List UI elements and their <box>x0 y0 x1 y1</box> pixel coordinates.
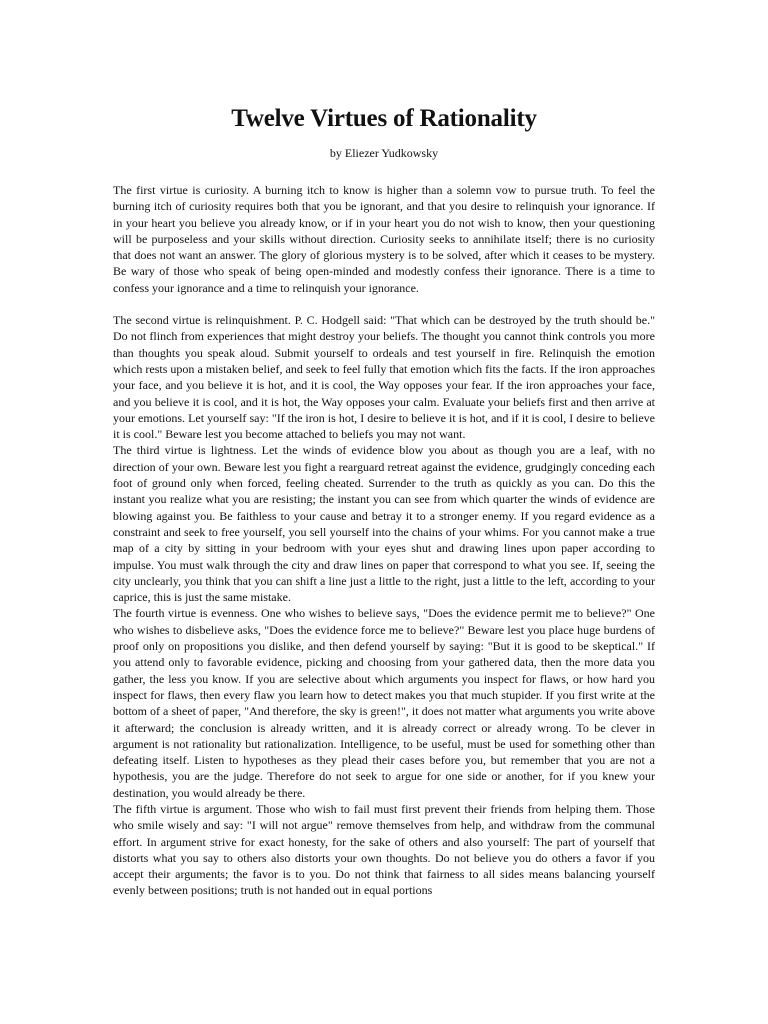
paragraph-curiosity: The first virtue is curiosity. A burning itch to know is higher than a solemn vow to pursue truth. To feel the burning itch of curiosity requires both that you be ignorant, and that you desire to relinquish your ignorance. If in your heart you believe you already know, or if in your heart you do not wish to know, then your questioning will be purposeless and your skills without direction. Curiosity seeks to annihilate itself; there is no curiosity that does not want an answer. The glory of glorious mystery is to be solved, after which it ceases to be mystery. Be wary of those who speak of being open-minded and modestly confess their ignorance. There is a time to confess your ignorance and a time to relinquish your ignorance. <box>113 183 655 295</box>
document-title: Twelve Virtues of Rationality <box>231 105 537 132</box>
paragraph-evenness: The fourth virtue is evenness. One who wishes to believe says, "Does the evidence permit me to believe?" One who wishes to disbelieve asks, "Does the evidence force me to believe?" Beware lest you place huge burdens of proof only on propositions you dislike, and then defend yourself by saying: "But it is good to be skeptical." If you attend only to favorable evidence, picking and choosing from your gathered data, then the more data you gather, the less you know. If you are selective about which arguments you inspect for flaws, or how hard you inspect for flaws, then every flaw you learn how to detect makes you that much stupider. If you first write at the bottom of a sheet of paper, "And therefore, the sky is green!", it does not matter what arguments you write above it afterward; the conclusion is already written, and it is already correct or already wrong. To be clever in argument is not rationality but rationalization. Intelligence, to be useful, must be used for something other than defeating itself. Listen to hypotheses as they plead their cases before you, but remember that you are not a hypothesis, you are the judge. Therefore do not seek to argue for one side or another, for if you knew your destination, you would already be there. <box>113 606 655 800</box>
author-byline: by Eliezer Yudkowsky <box>329 146 439 160</box>
paragraph-lightness: The third virtue is lightness. Let the winds of evidence blow you about as though you are a leaf, with no direction of your own. Beware lest you fight a rearguard retreat against the evidence, grudgingly conceding each foot of ground only when forced, feeling cheated. Surrender to the truth as quickly as you can. Do this the instant you realize what you are resisting; the instant you can see from which quarter the winds of evidence are blowing against you. Be faithless to your cause and betray it to a stronger enemy. If you regard evidence as a constraint and seek to free yourself, you sell yourself into the chains of your whims. For you cannot make a true map of a city by sitting in your bedroom with your eyes shut and drawing lines upon paper according to impulse. You must walk through the city and draw lines on paper that correspond to what you see. If, seeing the city unclearly, you think that you can shift a line just a little to the right, just a little to the left, according to your caprice, this is just the same mistake. <box>113 443 655 605</box>
document-page <box>113 102 655 899</box>
paragraph-relinquishment: The second virtue is relinquishment. P. C. Hodgell said: "That which can be destroyed by the truth should be." Do not flinch from experiences that might destroy your beliefs. The thought you cannot think controls you more than thoughts you speak aloud. Submit yourself to ordeals and test yourself in fire. Relinquish the emotion which rests upon a mistaken belief, and seek to feel fully that emotion which fits the facts. If the iron approaches your face, and you believe it is hot, and it is cool, the Way opposes your fear. If the iron approaches your face, and you believe it is cool, and it is hot, the Way opposes your calm. Evaluate your beliefs first and then arrive at your emotions. Let yourself say: "If the iron is hot, I desire to believe it is hot, and if it is cool, I desire to believe it is cool." Beware lest you become attached to beliefs you may not want. <box>113 313 655 442</box>
paragraph-argument: The fifth virtue is argument. Those who wish to fail must first prevent their friends from helping them. Those who smile wisely and say: "I will not argue" remove themselves from help, and withdraw from the communal effort. In argument strive for exact honesty, for the sake of others and also yourself: The part of yourself that distorts what you say to others also distorts your own thoughts. Do not believe you do others a favor if you accept their arguments; the favor is to you. Do not think that fairness to all sides means balancing yourself evenly between positions; truth is not handed out in equal portions <box>113 801 655 898</box>
